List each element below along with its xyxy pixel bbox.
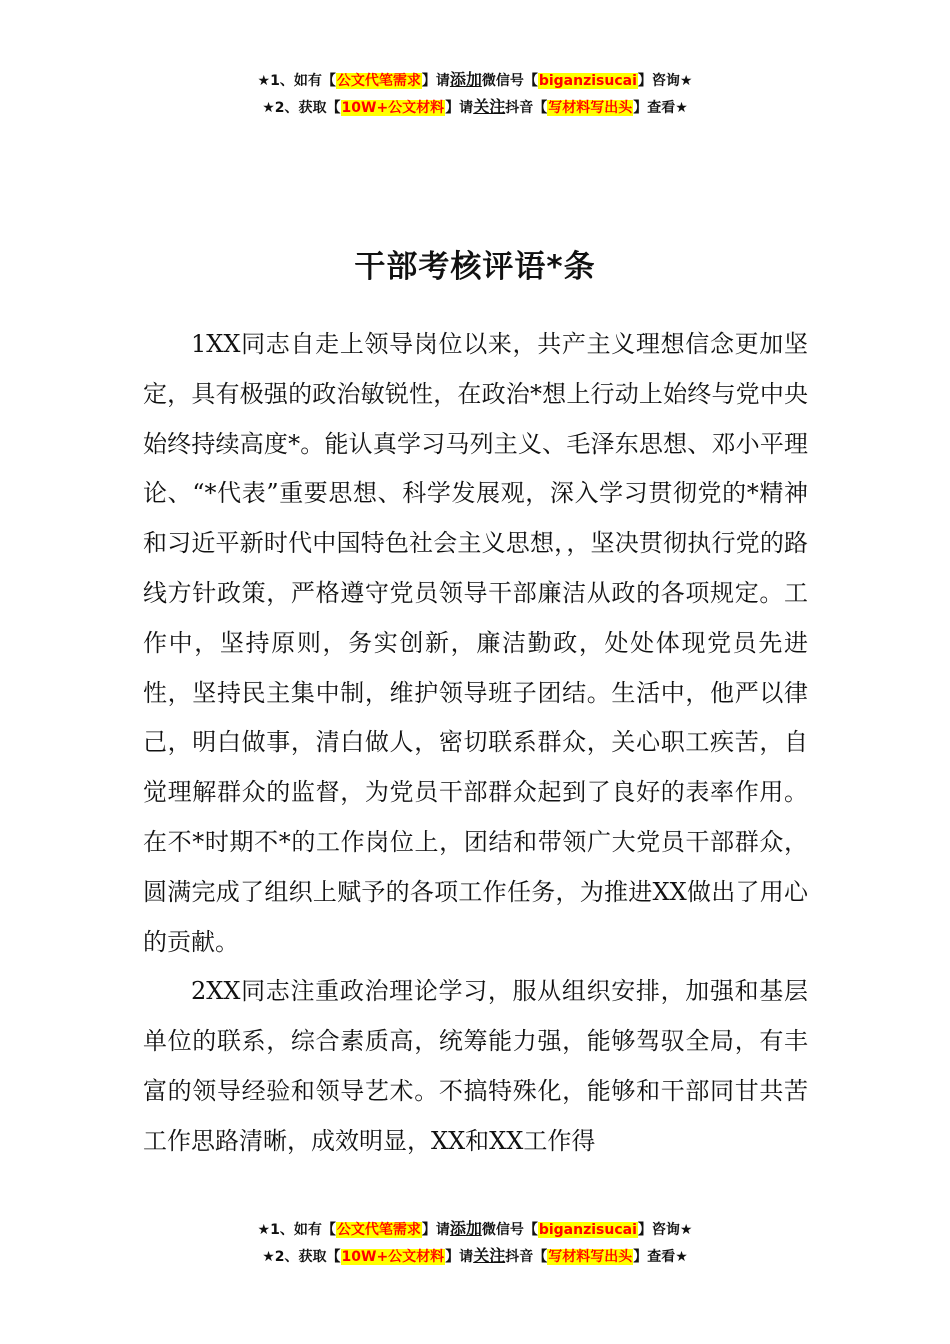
banner-text: 】请	[421, 73, 450, 89]
banner-text: 】查看★	[633, 1249, 688, 1265]
banner-text: 微信号【	[481, 1222, 538, 1238]
banner-emphasis: 关注	[473, 1246, 506, 1265]
banner-text: 】请	[445, 1249, 474, 1265]
header-banner	[0, 67, 950, 121]
banner-text: ★1、如有【	[257, 73, 336, 89]
banner-emphasis: 添加	[449, 1219, 482, 1238]
banner-emphasis: 关注	[473, 97, 506, 116]
banner-line-1	[0, 1216, 950, 1243]
paragraph-1: 1XX同志自走上领导岗位以来，共产主义理想信念更加坚定，具有极强的政治敏锐性，在政治*想上行动上始终与党中央始终持续高度*。能认真学习马列主义、毛泽东思想、邓小平理论、“*代表”重要思想、科学发展观，深入学习贯彻党的*精神和习近平新时代中国特色社会主义思想，，坚决贯彻执行党的路线方针政策，严格遵守党员领导干部廉洁从政的各项规定。工作中，坚持原则，务实创新，廉洁勤政，处处体现党员先进性，坚持民主集中制，维护领导班子团结。生活中，他严以律己，明白做事，清白做人，密切联系群众，关心职工疾苦，自觉理解群众的监督，为党员干部群众起到了良好的表率作用。在不*时期不*的工作岗位上，团结和带领广大党员干部群众，圆满完成了组织上赋予的各项工作任务，为推进XX做出了用心的贡献。	[143, 330, 808, 956]
banner-text: ★2、获取【	[262, 1249, 341, 1265]
banner-highlight: 写材料写出头	[548, 1249, 633, 1265]
banner-text: 】咨询★	[637, 1222, 693, 1238]
document-body	[143, 320, 808, 1167]
banner-text: 微信号【	[481, 73, 538, 89]
banner-text: 抖音【	[505, 100, 548, 116]
paragraph-2: 2XX同志注重政治理论学习，服从组织安排，加强和基层单位的联系，综合素质高，统筹能力强，能够驾驭全局，有丰富的领导经验和领导艺术。不搞特殊化，能够和干部同甘共苦工作思路清晰，成效明显，XX和XX工作得	[143, 977, 808, 1155]
banner-line-2	[0, 94, 950, 121]
banner-line-2	[0, 1243, 950, 1270]
banner-text: ★2、获取【	[262, 100, 341, 116]
banner-highlight: 公文代笔需求	[336, 73, 421, 89]
banner-highlight: 10W+公文材料	[341, 1249, 445, 1265]
banner-line-1	[0, 67, 950, 94]
banner-highlight: 公文代笔需求	[336, 1222, 421, 1238]
banner-highlight: 写材料写出头	[548, 100, 633, 116]
banner-highlight: biganzisucai	[538, 1222, 637, 1238]
banner-text: 抖音【	[505, 1249, 548, 1265]
banner-text: 】请	[445, 100, 474, 116]
banner-text: 】咨询★	[637, 73, 693, 89]
banner-emphasis: 添加	[449, 70, 482, 89]
footer-banner	[0, 1216, 950, 1270]
banner-highlight: 10W+公文材料	[341, 100, 445, 116]
document-title: 干部考核评语*条	[354, 248, 596, 285]
banner-text: 】请	[421, 1222, 450, 1238]
banner-text: ★1、如有【	[257, 1222, 336, 1238]
banner-highlight: biganzisucai	[538, 73, 637, 89]
banner-text: 】查看★	[633, 100, 688, 116]
